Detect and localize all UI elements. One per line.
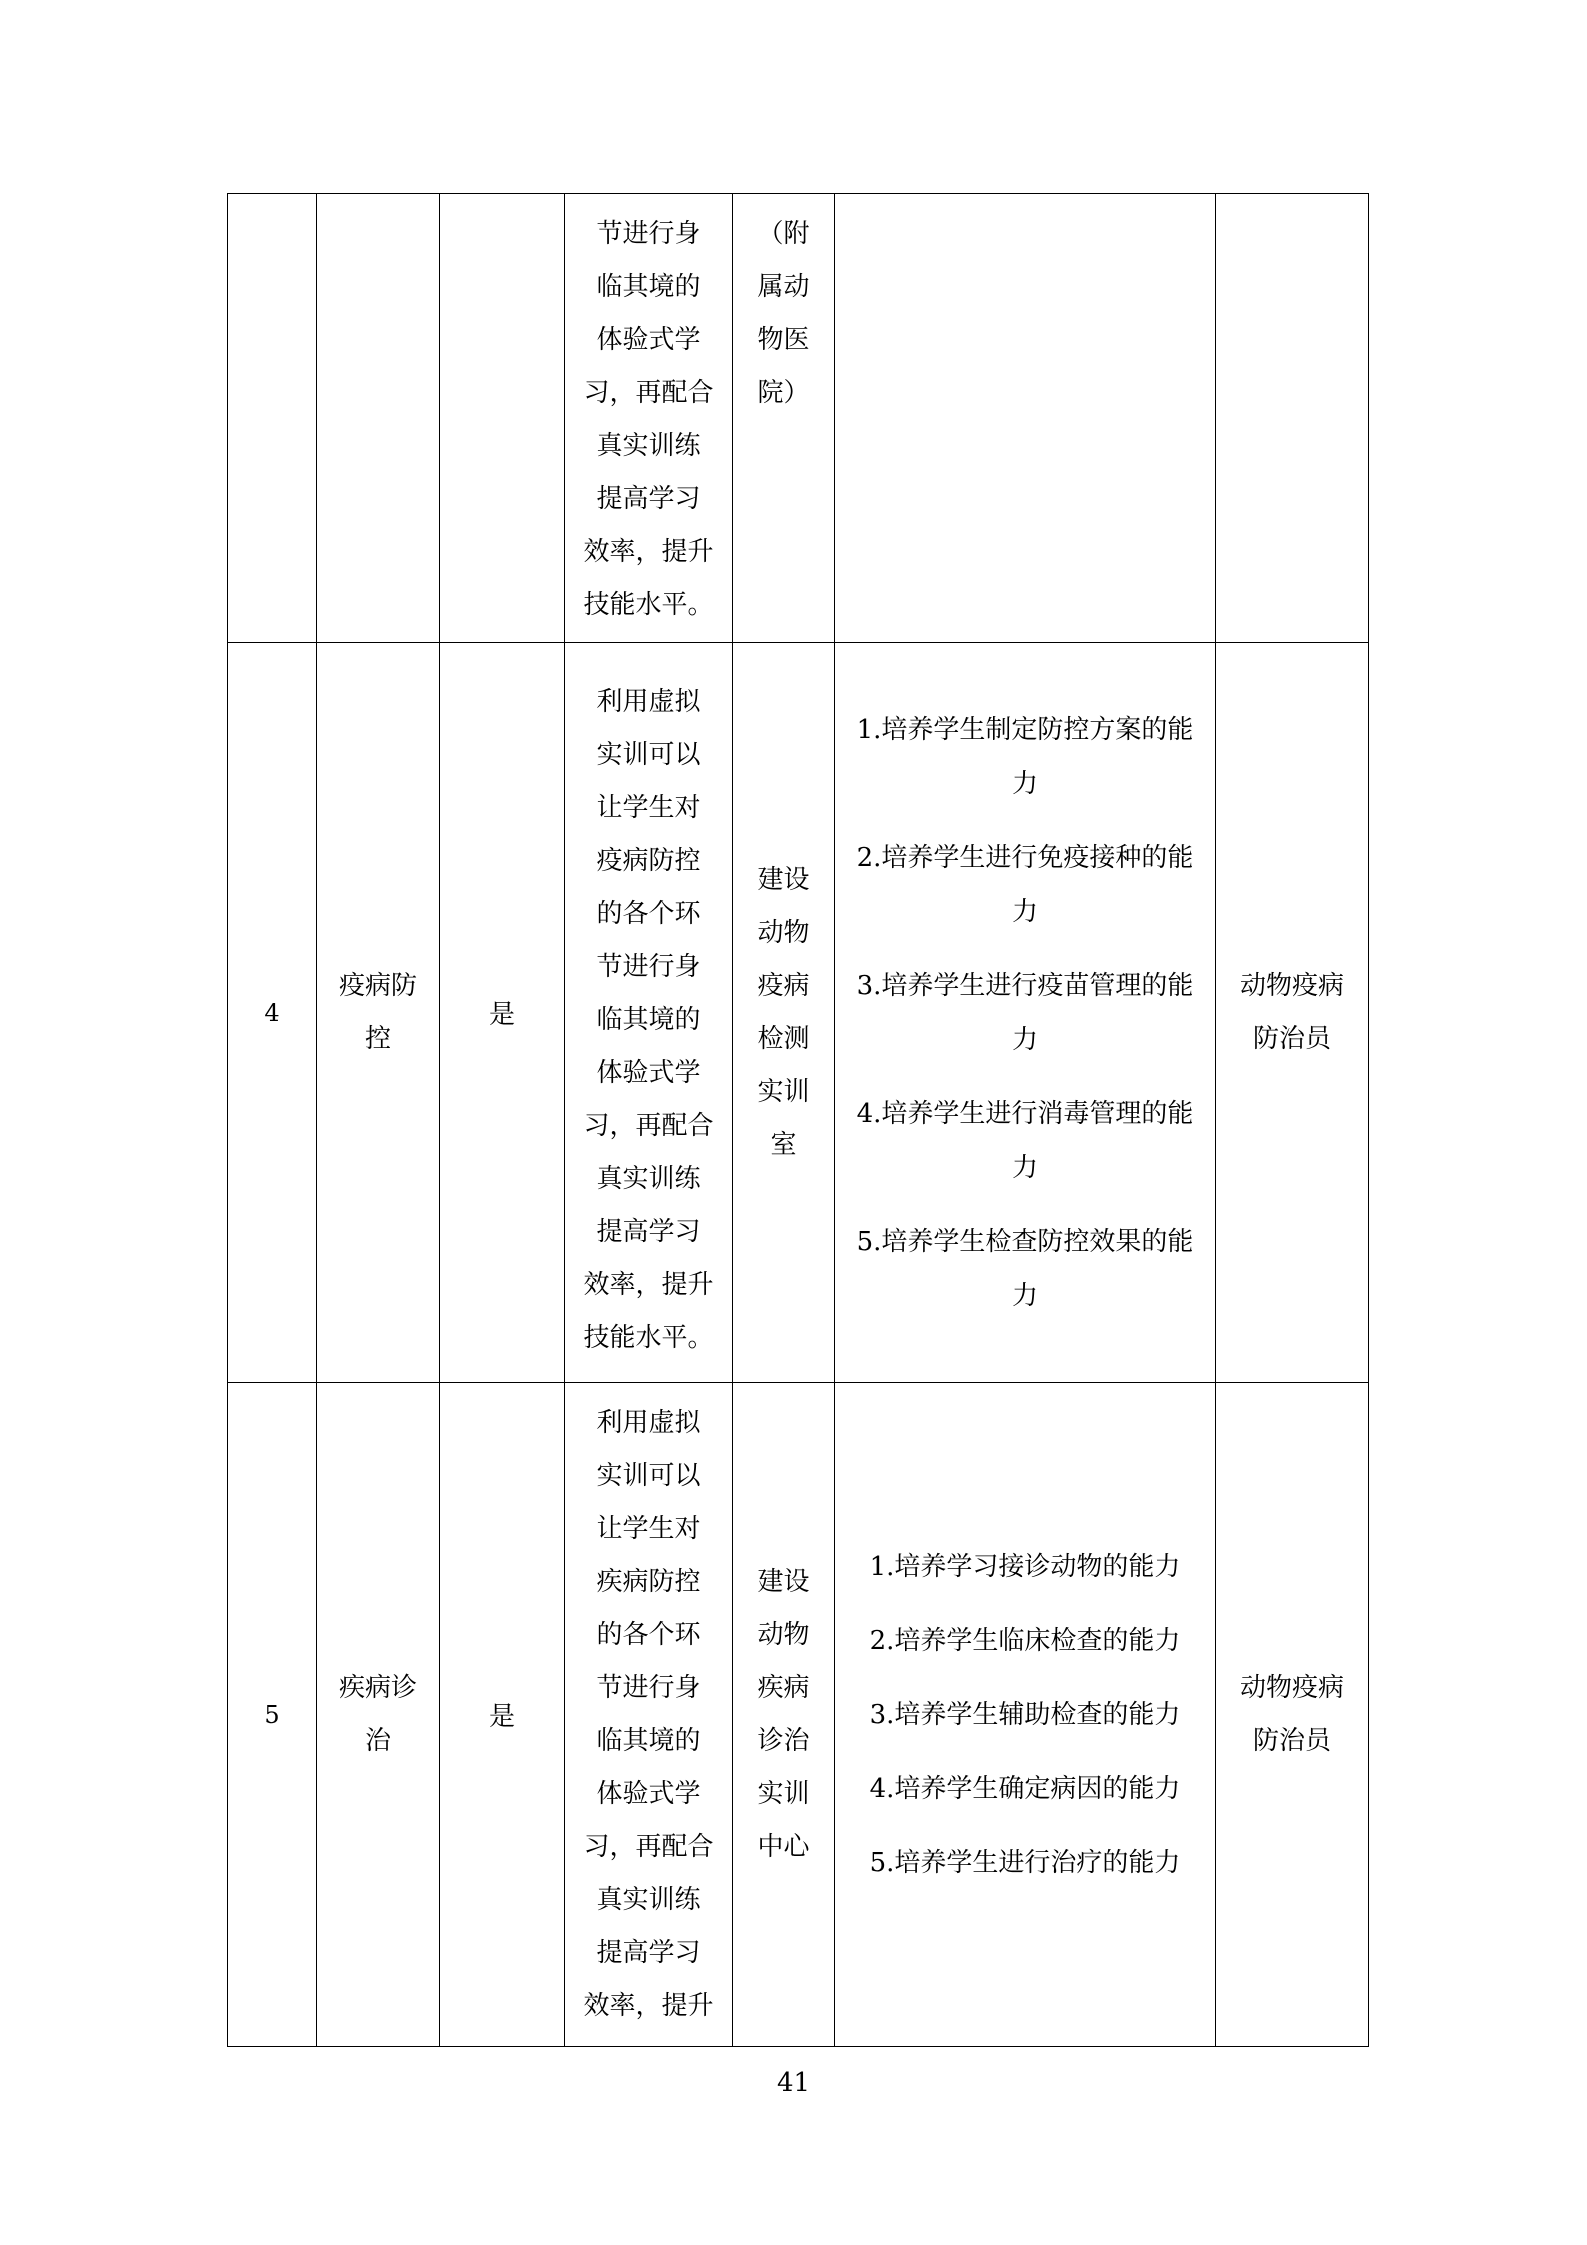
cell-text-line: 效率，提升 <box>583 1269 714 1300</box>
cell-text-line: （附 <box>757 219 810 249</box>
table-row <box>228 1383 1369 2047</box>
cell-text-line: 控 <box>364 1023 391 1054</box>
ability-item: 1.培养学习接诊动物的能力 <box>869 1551 1181 1582</box>
training-place-cell <box>733 1383 835 2047</box>
training-place-cell <box>733 194 835 643</box>
cell-text-line: 临其境的 <box>596 1726 701 1756</box>
cell-text-line: 疾病 <box>757 1672 810 1703</box>
cell-text-line: 物医 <box>757 325 810 355</box>
cell-text-line: 检测 <box>757 1023 810 1054</box>
cell-text-line: 提高学习 <box>596 1938 701 1968</box>
reason-cell <box>565 1383 733 2047</box>
cell-text-line: 实训 <box>757 1076 810 1107</box>
job-cell <box>1216 1383 1369 2047</box>
cell-text-line: 疾病防控 <box>596 1567 701 1597</box>
cell-text-line: 实训 <box>757 1778 810 1809</box>
training-place-cell <box>733 643 835 1383</box>
training-table <box>227 193 1369 2047</box>
cell-text-line: 习，再配合 <box>583 1110 714 1141</box>
cell-text-line: 的各个环 <box>596 1620 701 1650</box>
cell-text-line: 体验式学 <box>596 325 701 355</box>
cell-text-line: 治 <box>364 1725 391 1756</box>
reason-cell <box>565 194 733 643</box>
cell-text-line: 实训可以 <box>596 1461 701 1491</box>
job-cell <box>1216 194 1369 643</box>
cell-text-line: 体验式学 <box>596 1057 701 1088</box>
project-name-cell <box>317 643 440 1383</box>
cell-text-line: 临其境的 <box>596 1004 701 1035</box>
cell-text-line: 习，再配合 <box>583 378 714 408</box>
ability-item: 2.培养学生临床检查的能力 <box>869 1625 1181 1656</box>
reason-cell <box>565 643 733 1383</box>
cell-text-line: 疫病防 <box>338 970 417 1001</box>
ability-item: 4.培养学生进行消毒管理的能力 <box>856 1098 1194 1183</box>
cell-text-line: 疫病防控 <box>596 845 701 876</box>
page-number: 41 <box>776 2068 811 2098</box>
abilities-cell <box>835 194 1216 643</box>
cell-text-line: 利用虚拟 <box>596 1408 701 1438</box>
row-number-cell: 4 <box>228 643 317 1383</box>
cell-text-line: 动物疫病 <box>1239 1672 1344 1703</box>
ability-item: 2.培养学生进行免疫接种的能力 <box>856 842 1194 927</box>
cell-text-line: 防治员 <box>1252 1023 1331 1054</box>
virtual-cell <box>440 194 565 643</box>
ability-item: 3.培养学生进行疫苗管理的能力 <box>856 970 1194 1055</box>
row-number-cell <box>228 194 317 643</box>
table-row <box>228 643 1369 1383</box>
cell-text-line: 节进行身 <box>596 219 701 249</box>
cell-text-line: 院） <box>757 378 810 408</box>
cell-text-line: 节进行身 <box>596 1673 701 1703</box>
cell-text-line: 动物 <box>757 1619 810 1650</box>
cell-text-line: 诊治 <box>757 1725 810 1756</box>
cell-text-line: 实训可以 <box>596 739 701 770</box>
cell-text-line: 疫病 <box>757 970 810 1001</box>
cell-text-line: 疾病诊 <box>338 1672 417 1703</box>
ability-item: 3.培养学生辅助检查的能力 <box>869 1699 1181 1730</box>
cell-text-line: 中心 <box>757 1831 810 1862</box>
cell-text-line: 真实训练 <box>596 431 701 461</box>
cell-text-line: 室 <box>770 1129 797 1160</box>
cell-text-line: 体验式学 <box>596 1779 701 1809</box>
ability-item: 1.培养学生制定防控方案的能力 <box>856 714 1194 799</box>
cell-text-line: 动物疫病 <box>1239 970 1344 1001</box>
cell-text-line: 效率，提升 <box>583 1991 714 2021</box>
project-name-cell <box>317 194 440 643</box>
virtual-cell: 是 <box>440 1383 565 2047</box>
ability-item: 5.培养学生进行治疗的能力 <box>869 1847 1181 1878</box>
cell-text-line: 的各个环 <box>596 898 701 929</box>
cell-text-line: 提高学习 <box>596 484 701 514</box>
cell-text-line: 让学生对 <box>596 1514 701 1544</box>
cell-text-line: 提高学习 <box>596 1216 701 1247</box>
cell-text-line: 节进行身 <box>596 951 701 982</box>
cell-text-line: 真实训练 <box>596 1163 701 1194</box>
ability-item: 4.培养学生确定病因的能力 <box>869 1773 1181 1804</box>
abilities-cell <box>835 643 1216 1383</box>
cell-text-line: 防治员 <box>1252 1725 1331 1756</box>
cell-text-line: 建设 <box>757 1566 810 1597</box>
table-row <box>228 194 1369 643</box>
cell-text-line: 利用虚拟 <box>596 686 701 717</box>
job-cell <box>1216 643 1369 1383</box>
virtual-cell: 是 <box>440 643 565 1383</box>
cell-text-line: 真实训练 <box>596 1885 701 1915</box>
cell-text-line: 习，再配合 <box>583 1832 714 1862</box>
cell-text-line: 动物 <box>757 917 810 948</box>
cell-text-line: 技能水平。 <box>583 1322 714 1353</box>
cell-text-line: 技能水平。 <box>583 590 714 620</box>
row-number-cell: 5 <box>228 1383 317 2047</box>
project-name-cell <box>317 1383 440 2047</box>
cell-text-line: 临其境的 <box>596 272 701 302</box>
ability-item: 5.培养学生检查防控效果的能力 <box>856 1226 1194 1311</box>
cell-text-line: 让学生对 <box>596 792 701 823</box>
cell-text-line: 属动 <box>757 272 810 302</box>
cell-text-line: 建设 <box>757 864 810 895</box>
cell-text-line: 效率，提升 <box>583 537 714 567</box>
abilities-cell <box>835 1383 1216 2047</box>
